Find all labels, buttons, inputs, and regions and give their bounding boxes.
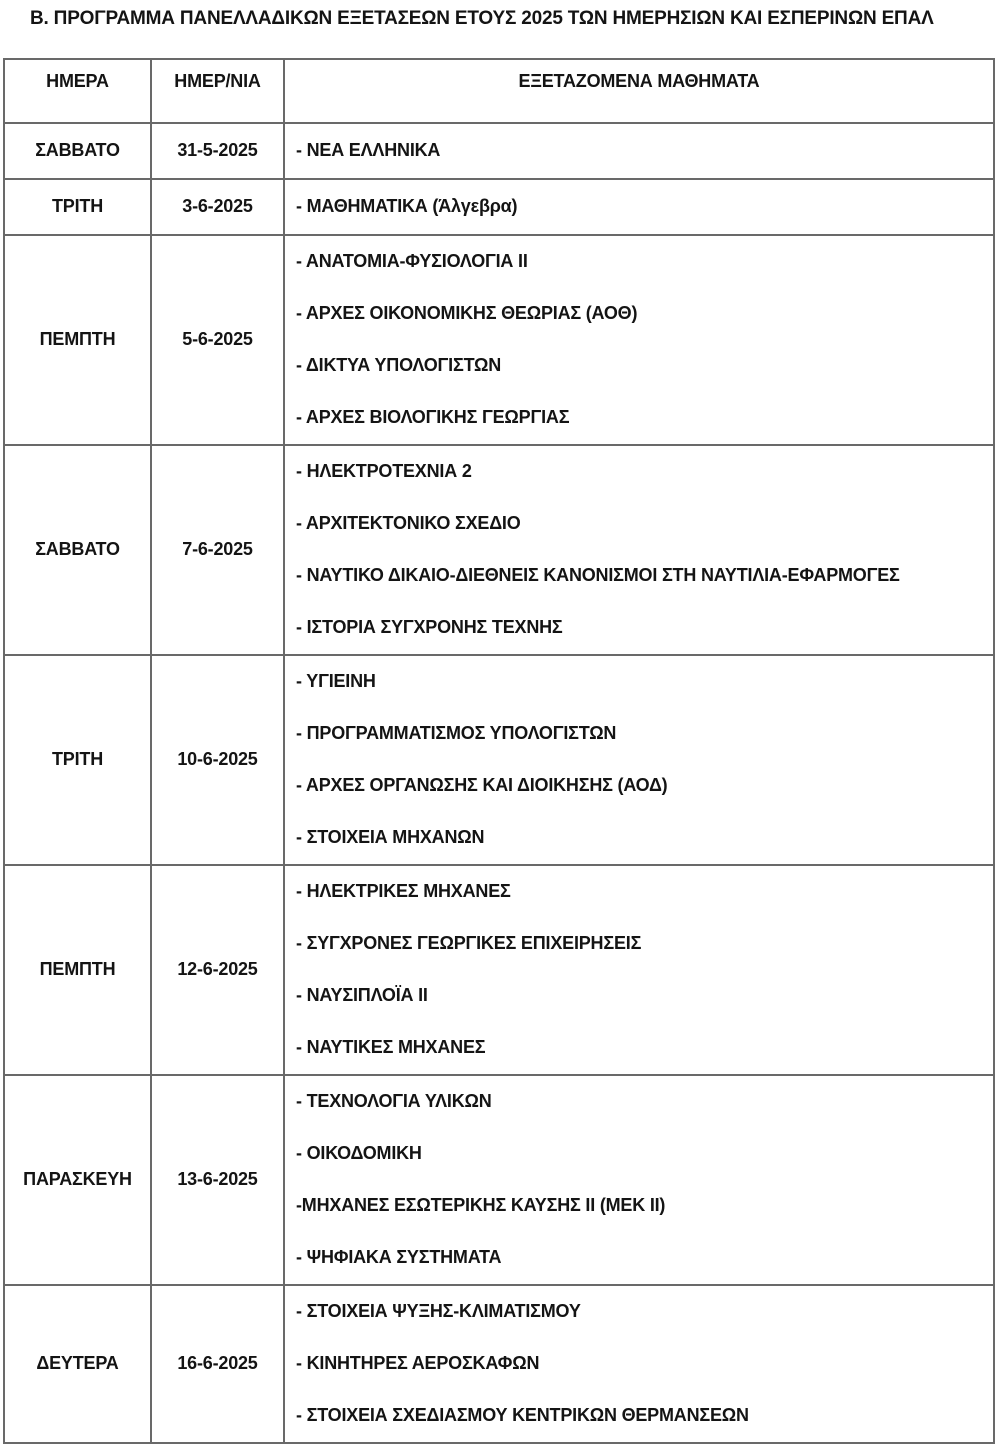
header-date: ΗΜΕΡ/ΝΙΑ: [152, 60, 285, 122]
subjects-cell: [285, 1076, 993, 1284]
subject-item: - ΣΤΟΙΧΕΙΑ ΣΧΕΔΙΑΣΜΟΥ ΚΕΝΤΡΙΚΩΝ ΘΕΡΜΑΝΣΕΩΝ: [296, 1405, 749, 1426]
table-row: [5, 864, 993, 1074]
day-cell: ΤΡΙΤΗ: [5, 180, 152, 234]
subject-item: - ΣΥΓΧΡΟΝΕΣ ΓΕΩΡΓΙΚΕΣ ΕΠΙΧΕΙΡΗΣΕΙΣ: [296, 933, 642, 954]
subject-item: - ΝΑΥΤΙΚΟ ΔΙΚΑΙΟ-ΔΙΕΘΝΕΙΣ ΚΑΝΟΝΙΣΜΟΙ ΣΤΗ ΝΑΥΤΙΛΙΑ-ΕΦΑΡΜΟΓΕΣ: [296, 565, 900, 586]
date-cell: 10-6-2025: [152, 656, 285, 864]
date-cell: 13-6-2025: [152, 1076, 285, 1284]
date-cell: 31-5-2025: [152, 124, 285, 178]
table-row: [5, 654, 993, 864]
subjects-cell: [285, 446, 993, 654]
subject-item: - ΥΓΙΕΙΝΗ: [296, 671, 376, 692]
exam-schedule-table: [3, 58, 995, 1444]
table-row: [5, 178, 993, 234]
day-cell: ΠΑΡΑΣΚΕΥΗ: [5, 1076, 152, 1284]
subject-item: - ΝΑΥΤΙΚΕΣ ΜΗΧΑΝΕΣ: [296, 1037, 486, 1058]
date-cell: 12-6-2025: [152, 866, 285, 1074]
subject-item: - ΝΑΥΣΙΠΛΟΪΑ ΙΙ: [296, 985, 428, 1006]
subject-item: - ΑΝΑΤΟΜΙΑ-ΦΥΣΙΟΛΟΓΙΑ ΙΙ: [296, 251, 528, 272]
subject-item: - ΨΗΦΙΑΚΑ ΣΥΣΤΗΜΑΤΑ: [296, 1247, 502, 1268]
day-cell: ΔΕΥΤΕΡΑ: [5, 1286, 152, 1442]
table-row: [5, 234, 993, 444]
subject-item: - ΤΕΧΝΟΛΟΓΙΑ ΥΛΙΚΩΝ: [296, 1091, 492, 1112]
date-cell: 16-6-2025: [152, 1286, 285, 1442]
date-cell: 5-6-2025: [152, 236, 285, 444]
table-row: [5, 1074, 993, 1284]
page-title: Β. ΠΡΟΓΡΑΜΜΑ ΠΑΝΕΛΛΑΔΙΚΩΝ ΕΞΕΤΑΣΕΩΝ ΕΤΟΥΣ 2025 ΤΩΝ ΗΜΕΡΗΣΙΩΝ ΚΑΙ ΕΣΠΕΡΙΝΩΝ ΕΠΑΛ: [30, 8, 934, 29]
subject-item: - ΑΡΧΕΣ ΟΡΓΑΝΩΣΗΣ ΚΑΙ ΔΙΟΙΚΗΣΗΣ (ΑΟΔ): [296, 775, 668, 796]
subject-item: - ΠΡΟΓΡΑΜΜΑΤΙΣΜΟΣ ΥΠΟΛΟΓΙΣΤΩΝ: [296, 723, 617, 744]
subjects-cell: [285, 656, 993, 864]
subject-item: - ΝΕΑ ΕΛΛΗΝΙΚΑ: [296, 140, 441, 161]
subject-item: - ΑΡΧΙΤΕΚΤΟΝΙΚΟ ΣΧΕΔΙΟ: [296, 513, 521, 534]
subject-item: -ΜΗΧΑΝΕΣ ΕΣΩΤΕΡΙΚΗΣ ΚΑΥΣΗΣ ΙΙ (ΜΕΚ ΙΙ): [296, 1195, 666, 1216]
table-row: [5, 444, 993, 654]
subject-item: - ΙΣΤΟΡΙΑ ΣΥΓΧΡΟΝΗΣ ΤΕΧΝΗΣ: [296, 617, 563, 638]
subject-item: - ΜΑΘΗΜΑΤΙΚΑ (Άλγεβρα): [296, 196, 518, 217]
date-cell: 3-6-2025: [152, 180, 285, 234]
subject-item: - ΗΛΕΚΤΡΟΤΕΧΝΙΑ 2: [296, 461, 472, 482]
day-cell: ΤΡΙΤΗ: [5, 656, 152, 864]
subjects-cell: [285, 124, 993, 178]
table-header-row: [5, 60, 993, 122]
subjects-cell: [285, 866, 993, 1074]
subject-item: - ΟΙΚΟΔΟΜΙΚΗ: [296, 1143, 422, 1164]
table-row: [5, 1284, 993, 1442]
subjects-cell: [285, 180, 993, 234]
day-cell: ΠΕΜΠΤΗ: [5, 866, 152, 1074]
subject-item: - ΣΤΟΙΧΕΙΑ ΨΥΞΗΣ-ΚΛΙΜΑΤΙΣΜΟΥ: [296, 1301, 581, 1322]
header-subjects: ΕΞΕΤΑΖΟΜΕΝΑ ΜΑΘΗΜΑΤΑ: [518, 70, 760, 91]
table-row: [5, 122, 993, 178]
subjects-cell: [285, 236, 993, 444]
subject-item: - ΔΙΚΤΥΑ ΥΠΟΛΟΓΙΣΤΩΝ: [296, 355, 502, 376]
day-cell: ΣΑΒΒΑΤΟ: [5, 446, 152, 654]
subjects-cell: [285, 1286, 993, 1442]
subject-item: - ΗΛΕΚΤΡΙΚΕΣ ΜΗΧΑΝΕΣ: [296, 881, 511, 902]
day-cell: ΠΕΜΠΤΗ: [5, 236, 152, 444]
subject-item: - ΑΡΧΕΣ ΟΙΚΟΝΟΜΙΚΗΣ ΘΕΩΡΙΑΣ (ΑΟΘ): [296, 303, 638, 324]
subject-item: - ΣΤΟΙΧΕΙΑ ΜΗΧΑΝΩΝ: [296, 827, 485, 848]
header-day: ΗΜΕΡΑ: [5, 60, 152, 122]
subject-item: - ΚΙΝΗΤΗΡΕΣ ΑΕΡΟΣΚΑΦΩΝ: [296, 1353, 540, 1374]
day-cell: ΣΑΒΒΑΤΟ: [5, 124, 152, 178]
subject-item: - ΑΡΧΕΣ ΒΙΟΛΟΓΙΚΗΣ ΓΕΩΡΓΙΑΣ: [296, 407, 570, 428]
date-cell: 7-6-2025: [152, 446, 285, 654]
